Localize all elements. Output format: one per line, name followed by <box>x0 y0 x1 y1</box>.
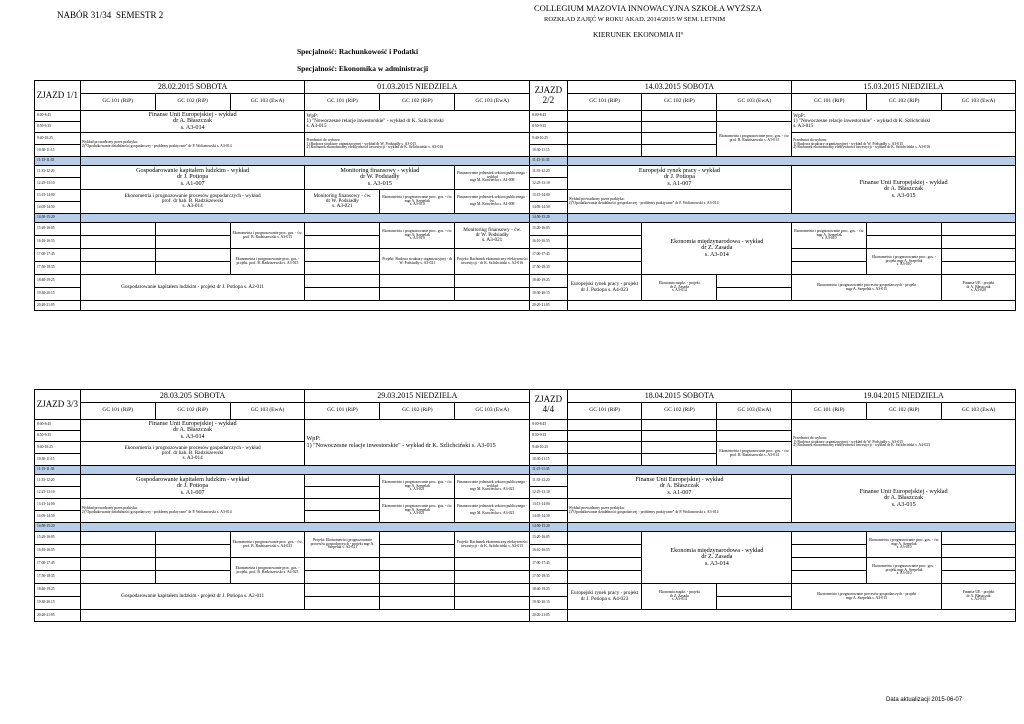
group-header: GC 101 (RiP) <box>792 403 867 420</box>
class-entry: Ekonometria i prognozowanie proc. gos. - projekt. prof. B. Radziszewski s. A3-015 <box>230 249 305 275</box>
class-entry: Ekonometria i prognozowanie proc. gos. - projekt mgr A. Szepelak s. A3-010 <box>867 558 942 584</box>
group-header: GC 101 (RiP) <box>792 94 867 111</box>
time-slot: 20:20-21:05 <box>530 301 567 311</box>
time-slot: 17:00-17:45 <box>530 249 567 262</box>
group-header: GC 103 (EwA) <box>942 94 1016 111</box>
group-header: GC 101 (RiP) <box>567 94 642 111</box>
class-entry: Wykład prowadzony przez praktyka: 2)"Opodatkowanie działalności gospodarczej - problemy praktyczne" dr P. Woltanowski s. A3-014 <box>80 133 305 157</box>
class-entry: Ekonomia międzynarodowa - wykład dr Z. Zasada s. A3-014 <box>642 532 792 584</box>
class-entry: Finansowanie jednostek sektora publicznego - wykład mgr M. Krawiecka s. A4-008 <box>455 166 530 190</box>
group-header: GC 101 (RiP) <box>80 94 155 111</box>
class-entry: Ekonometria i prognozowanie proc. gos. - ćw. prof. B. Radziszewski s. A3-013 <box>717 122 792 157</box>
time-slot: 8:50-9:35 <box>530 122 567 133</box>
class-entry: Finanse Unii Europejskiej - wykład dr A. Błaszczak s. A1-007 <box>567 475 792 499</box>
time-slot: 11:35-12:20 <box>530 475 567 487</box>
class-entry: Przedmiot do wyboru: 1) Budowa struktury organizacyjnej - wykład dr W. Podsiadły s. A3-015 2) Rachunek ekonomiczny efektywności inwestycji - wykład dr K. Szlichciński s. A3-016 <box>792 133 1016 157</box>
group-header: GC 103 (EwA) <box>230 403 305 420</box>
day-header: 18.04.2015 SOBOTA <box>567 390 792 403</box>
time-slot: 19:30-20:15 <box>530 597 567 610</box>
day-header: 01.03.2015 NIEDZIELA <box>305 81 530 94</box>
day-header: 28.02.2015 SOBOTA <box>80 81 305 94</box>
time-slot: 14:50-15:20 <box>35 214 81 223</box>
time-slot: 14:50-15:20 <box>35 523 81 532</box>
class-entry: Ekonometria i prognozowanie procesów gospodarczych - projekt mgr A. Szepelak s. A3-015 <box>792 584 942 610</box>
time-slot: 11:15-11:35 <box>530 466 567 475</box>
class-entry: Finanse Unii Europejskiej - wykład dr A. Błaszczak s. A3-015 <box>792 475 1016 523</box>
time-slot: 20:20-21:05 <box>35 301 81 311</box>
group-header: GC 102 (RiP) <box>380 403 455 420</box>
class-entry: Gospodarowanie kapitałem ludzkim - wykład dr J. Potiopa s. A1-007 <box>80 475 305 499</box>
group-header: GC 102 (RiP) <box>867 403 942 420</box>
class-entry: Wykład prowadzony przez praktyka: 2)"Opodatkowanie działalności gospodarczej - problemy praktyczne" dr P. Woltanowski s. A3-014 <box>567 190 792 214</box>
class-entry: Europejski rynek pracy - projekt dr J. Potiopa s. A4-023 <box>567 584 642 610</box>
school-name: COLLEGIUM MAZOVIA INNOWACYJNA SZKOŁA WYŻSZA <box>534 3 762 13</box>
schedule-block-2 <box>34 389 1016 622</box>
class-entry: Ekonometria i prognozowanie proc. gos. - ćw. prof. B. Radziszewski s. A3-015 <box>230 223 305 249</box>
class-entry: Europejski rynek pracy - projekt dr J. Potiopa s. A4-023 <box>567 275 642 301</box>
update-date: Data aktualizacji 2015-06-07 <box>886 697 963 703</box>
time-slot: 15:20-16:05 <box>35 223 81 236</box>
class-entry: Ekonometria i prognozowanie procesów gospodarczych - projekt mgr A. Szepelak s. A3-015 <box>792 275 942 301</box>
class-entry: Projekt: Ekonometria i prognozowanie procesów gospodarczych - projekt mgr A. Szepelak s. A3-021 <box>305 532 380 558</box>
group-header: GC 102 (RiP) <box>380 94 455 111</box>
time-slot: 16:10-16:55 <box>35 545 81 558</box>
class-entry: WpP: 1) "Nowoczesne relacje inwestorskie" - wykład dr K. Szlichciński s. A3-015 <box>305 111 530 133</box>
class-entry: Monitoring finansowy - ćw. dr W. Podsiadły s. A3-021 <box>305 190 380 214</box>
class-entry: Monitoring finansowy - ćw. dr W. Podsiadły s. A3-021 <box>455 223 530 249</box>
time-slot: 17:00-17:45 <box>530 558 567 571</box>
time-slot: 14:05-14:50 <box>35 511 81 523</box>
class-entry: WpP: 1) "Nowoczesne relacje inwestorskie" - wykład dr K. Szlichciński s. A3-015 <box>305 420 530 466</box>
kierunek-label: KIERUNEK EKONOMIA II° <box>593 30 684 39</box>
day-header: 15.03.2015 NIEDZIELA <box>792 81 1016 94</box>
class-entry: Projekt: Rachunek ekonomiczny efektywności inwestycji - dr K. Szlichciński s. A3-015 <box>455 532 530 558</box>
specialty-ewa: Specjalność: Ekonomika w administracji <box>297 64 429 73</box>
class-entry: Ekonometria i prognozowanie proc. gos. - ćw. prof. B. Radziszewski s. A3-014 <box>717 442 792 466</box>
time-slot: 19:30-20:15 <box>530 288 567 301</box>
time-slot: 17:50-18:35 <box>530 262 567 275</box>
time-slot: 9:40-10:25 <box>530 442 567 454</box>
class-entry: Gospodarowanie kapitałem ludzkim - projekt dr J. Potiopa s. A2-011 <box>80 275 305 301</box>
time-slot: 20:20-21:05 <box>530 610 567 622</box>
time-slot: 15:20-16:05 <box>530 223 567 236</box>
class-entry: Finanse UE - projekt dr A. Błaszczak s. A3-020 <box>942 275 1016 301</box>
time-slot: 11:15-11:35 <box>35 466 81 475</box>
time-slot: 14:50-15:20 <box>530 214 567 223</box>
class-entry: Wykład prowadzony przez praktyka: 2)"Opodatkowanie działalności gospodarczej - problemy praktyczne" dr P. Woltanowski s. A3-014 <box>567 499 792 523</box>
semestr-label: SEMESTR 2 <box>116 10 164 20</box>
time-slot: 14:05-14:50 <box>530 202 567 214</box>
class-entry: Finansowanie jednostek sektora publicznego - ćw. mgr M. Krawiecka s. A4-008 <box>455 190 530 214</box>
zjazd-label: ZJAZD 2/2 <box>530 81 567 111</box>
class-entry: Europejski rynek pracy - wykład dr J. Potiopa s. A1-007 <box>567 166 792 190</box>
class-entry: Projekt: Budowa struktury organizacyjnej - dr W. Podsiadły s. A3-021 <box>380 249 455 275</box>
group-header: GC 102 (RiP) <box>155 94 230 111</box>
day-header: 14.03.2015 SOBOTA <box>567 81 792 94</box>
class-entry: Przedmiot do wyboru: 1) Budowa struktury organizacyjnej - wykład dr W. Podsiadły s. A3-015 2) Rachunek ekonomiczny efektywności inwestycji - wykład dr K. Szlichciński s. A3-016 <box>305 133 530 157</box>
class-entry: Finanse Unii Europejskiej - wykład dr A. Błaszczak s. A3-014 <box>80 111 305 133</box>
zjazd-label: ZJAZD 3/3 <box>35 390 81 420</box>
group-header: GC 101 (RiP) <box>305 94 380 111</box>
time-slot: 16:10-16:55 <box>530 545 567 558</box>
time-slot: 11:15-11:35 <box>35 157 81 166</box>
time-slot: 9:40-10:25 <box>35 133 81 145</box>
time-slot: 13:15-14:00 <box>530 499 567 511</box>
class-entry: Gospodarowanie kapitałem ludzkim - projekt dr J. Potiopa s. A2-011 <box>80 584 305 610</box>
time-slot: 15:20-16:05 <box>530 532 567 545</box>
nabor-label: NABÓR 31/34 <box>57 10 112 20</box>
group-header: GC 103 (EwA) <box>717 403 792 420</box>
class-entry: Gospodarowanie kapitałem ludzkim - wykład dr J. Potiopa s. A1-007 <box>80 166 305 190</box>
time-slot: 17:50-18:35 <box>35 262 81 275</box>
time-slot: 18:40-19:25 <box>35 584 81 597</box>
time-slot: 14:05-14:50 <box>35 202 81 214</box>
time-slot: 18:40-19:25 <box>530 584 567 597</box>
time-slot: 8:00-8:45 <box>35 420 81 431</box>
time-slot: 8:00-8:45 <box>530 111 567 122</box>
time-slot: 18:40-19:25 <box>35 275 81 288</box>
time-slot: 16:10-16:55 <box>530 236 567 249</box>
group-header: GC 102 (RiP) <box>867 94 942 111</box>
class-entry: Ekonometria i prognozowanie proc. gos. - projekt mgr A. Szepelak s. A3-010 <box>867 249 942 275</box>
class-entry: Ekonometria i prognozowanie proc. gos. - ćw. mgr A. Szepelak s. A3-010 <box>867 532 942 558</box>
class-entry: Ekonomia międzynarodowa - wykład dr Z. Zasada s. A3-014 <box>642 223 792 275</box>
class-entry: Ekonometria i prognozowanie proc. gos. - ćw. mgr A. Szepelak s. A3-010 <box>380 190 455 214</box>
group-header: GC 102 (RiP) <box>155 403 230 420</box>
time-slot: 11:35-12:20 <box>530 166 567 178</box>
time-slot: 20:20-21:05 <box>35 610 81 622</box>
time-slot: 11:35-12:20 <box>35 166 81 178</box>
day-header: 29.03.2015 NIEDZIELA <box>305 390 530 403</box>
class-entry: Finansowanie jednostek sektora publicznego - ćw. mgr M. Krawiecka s. A3-021 <box>455 499 530 523</box>
time-slot: 14:50-15:20 <box>530 523 567 532</box>
group-header: GC 101 (RiP) <box>80 403 155 420</box>
time-slot: 12:25-13:10 <box>35 487 81 499</box>
class-entry: Finansowanie jednostek sektora publicznego - wykład mgr M. Krawiecka s. A3-021 <box>455 475 530 499</box>
class-entry: Ekonomia międz. - projekt dr Z. Zasada s. A3-014 <box>642 275 717 301</box>
time-slot: 9:40-10:25 <box>530 133 567 145</box>
day-header: 28.03.205 SOBOTA <box>80 390 305 403</box>
time-slot: 8:00-8:45 <box>530 420 567 431</box>
group-header: GC 103 (EwA) <box>942 403 1016 420</box>
time-slot: 17:00-17:45 <box>35 249 81 262</box>
time-slot: 8:50-9:35 <box>35 431 81 442</box>
class-entry: Ekonometria i prognozowanie proc. gos. - ćw. mgr A. Szepelak s. A3-021 <box>380 475 455 499</box>
class-entry: Ekonometria i prognozowanie proc. gos. - projekt. prof. B. Radziszewski s. A4-023 <box>230 558 305 584</box>
group-header: GC 103 (EwA) <box>455 94 530 111</box>
time-slot: 16:10-16:55 <box>35 236 81 249</box>
time-slot: 12:25-13:10 <box>530 487 567 499</box>
time-slot: 12:25-13:10 <box>530 178 567 190</box>
time-slot: 8:50-9:35 <box>530 431 567 442</box>
group-header: GC 102 (RiP) <box>642 403 717 420</box>
time-slot: 8:50-9:35 <box>35 122 81 133</box>
class-entry: Projekt: Rachunek ekonomiczny efektywności inwestycji - dr K. Szlichciński s. A2-016 <box>455 249 530 275</box>
time-slot: 17:50-18:35 <box>35 571 81 584</box>
time-slot: 14:05-14:50 <box>530 511 567 523</box>
class-entry: Finanse UE - projekt dr A. Błaszczak s. A3-013 <box>942 584 1016 610</box>
time-slot: 19:30-20:15 <box>35 288 81 301</box>
time-slot: 8:00-8:45 <box>35 111 81 122</box>
time-slot: 10:30-11:15 <box>35 145 81 157</box>
time-slot: 17:50-18:35 <box>530 571 567 584</box>
specialty-rip: Specjalność: Rachunkowość i Podatki <box>297 47 419 56</box>
schedule-block-1 <box>34 80 1016 311</box>
time-slot: 11:35-12:20 <box>35 475 81 487</box>
class-entry: Przedmiot do wyboru: 1) Budowa struktury organizacyjnej - wykład dr W. Podsiadły s. A3-015 2) Rachunek ekonomiczny efektywności inwestycji - wykład dr K. Szlichciński s. A4-023 <box>792 420 1016 466</box>
schedule-title: ROZKŁAD ZAJĘĆ W ROKU AKAD. 2014/2015 W SEM. LETNIM <box>544 16 726 23</box>
class-entry: Ekonometria i prognozowanie proc. gos. - ćw. mgr A. Szepelak s. A3-010 <box>380 223 455 249</box>
group-header: GC 102 (RiP) <box>642 94 717 111</box>
time-slot: 13:15-14:00 <box>35 499 81 511</box>
time-slot: 15:20-16:05 <box>35 532 81 545</box>
class-entry: Ekonomia międz. - projekt dr Z. Zasada s. A3-014 <box>642 584 717 610</box>
time-slot: 17:00-17:45 <box>35 558 81 571</box>
group-header: GC 103 (EwA) <box>230 94 305 111</box>
class-entry: Ekonometria i prognozowanie procesów gospodarczych - wykład prof. dr hab. B. Radziszewski s. A3-014 <box>80 190 305 214</box>
class-entry: Wykład prowadzony przez praktyka: 2)"Opodatkowanie działalności gospodarczej - problemy praktyczne" dr P. Woltanowski s. A3-014 <box>80 499 305 523</box>
zjazd-label: ZJAZD 4/4 <box>530 390 567 420</box>
time-slot: 19:30-20:15 <box>35 597 81 610</box>
class-entry: Monitoring finansowy - wykład dr W. Podsiadły s. A3-015 <box>305 166 455 190</box>
time-slot: 18:40-19:25 <box>530 275 567 288</box>
class-entry: Finanse Unii Europejskiej - wykład dr A. Błaszczak s. A3-014 <box>80 420 305 442</box>
group-header: GC 103 (EwA) <box>455 403 530 420</box>
zjazd-label: ZJAZD 1/1 <box>35 81 81 111</box>
time-slot: 13:15-14:00 <box>35 190 81 202</box>
class-entry: Ekonometria i prognozowanie proc. gos. - ćw. mgr A. Szepelak s. A3-021 <box>380 499 455 523</box>
class-entry: Finanse Unii Europejskiej - wykład dr A. Błaszczak s. A3-015 <box>792 166 1016 214</box>
time-slot: 12:25-13:10 <box>35 178 81 190</box>
day-header: 19.04.2015 NIEDZIELA <box>792 390 1016 403</box>
time-slot: 10:30-11:15 <box>530 145 567 157</box>
group-header: GC 101 (RiP) <box>567 403 642 420</box>
time-slot: 9:40-10:25 <box>35 442 81 454</box>
class-entry: WpP: 1) "Nowoczesne relacje inwestorskie" - wykład dr K. Szlichciński s. A3-015 <box>792 111 1016 133</box>
class-entry: Ekonometria i prognozowanie procesów gospodarczych - wykład prof. dr hab. B. Radziszewski s. A3-014 <box>80 442 305 466</box>
time-slot: 11:15-11:35 <box>530 157 567 166</box>
group-header: GC 103 (EwA) <box>717 94 792 111</box>
time-slot: 10:30-11:15 <box>35 454 81 466</box>
class-entry: Ekonometria i prognozowanie proc. gos. - ćw. mgr A. Szepelak s. A3-010 <box>792 223 867 249</box>
class-entry: Ekonometria i prognozowanie proc. gos. - ćw. prof. B. Radziszewski s. A4-023 <box>230 532 305 558</box>
group-header: GC 101 (RiP) <box>305 403 380 420</box>
time-slot: 13:15-14:00 <box>530 190 567 202</box>
time-slot: 10:30-11:15 <box>530 454 567 466</box>
